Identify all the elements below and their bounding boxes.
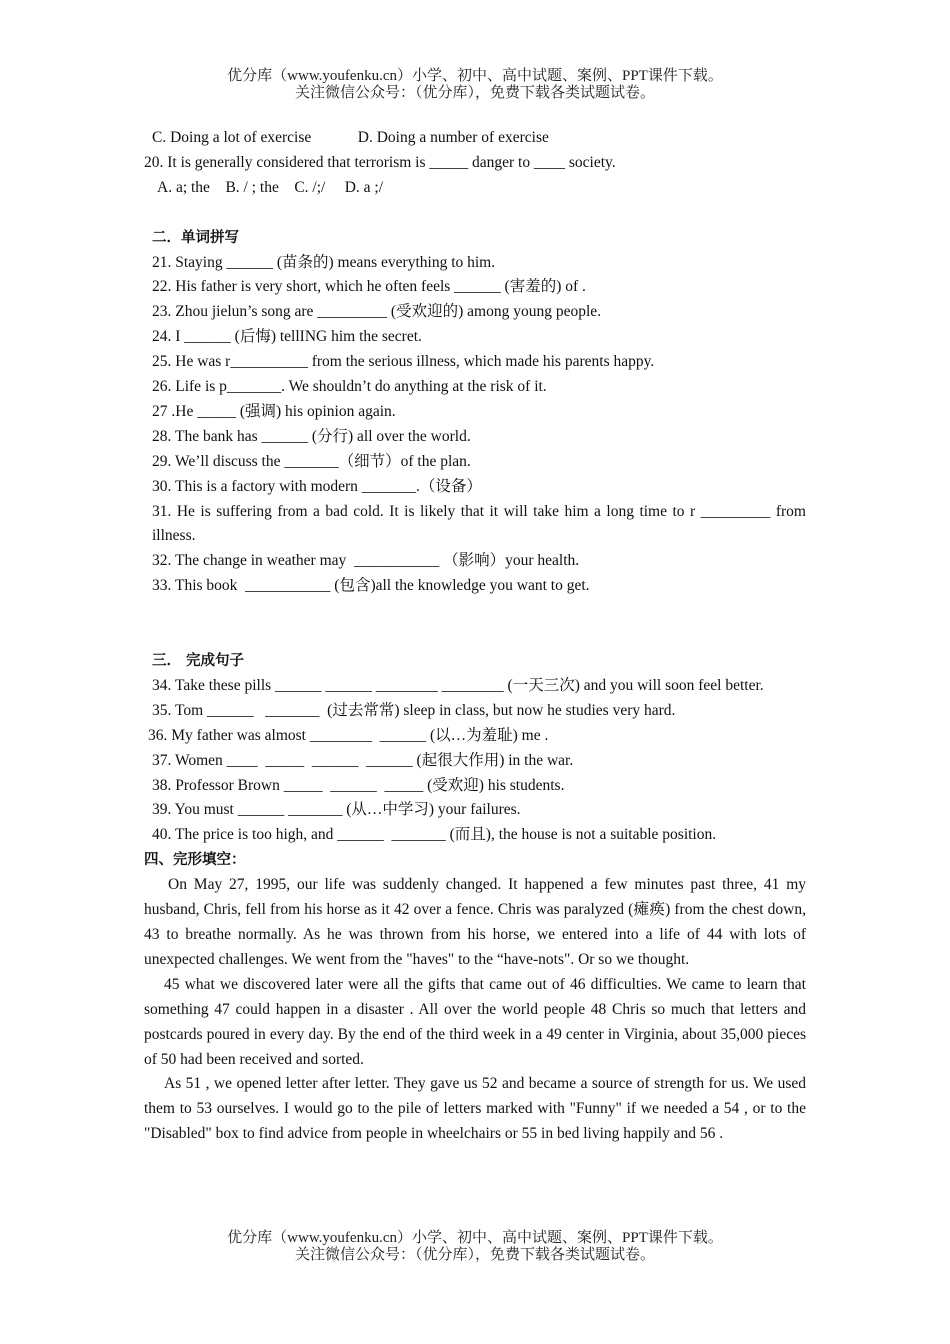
document-body (144, 126, 806, 1147)
header-line-1: 优分库（www.youfenku.cn）小学、初中、高中试题、案例、PPT课件下载。 (227, 68, 723, 84)
question-27: 27 .He _____ (强调) his opinion again. (152, 402, 396, 420)
question-30: 30. This is a factory with modern _______.（设备） (152, 477, 482, 495)
question-28: 28. The bank has ______ (分行) all over the world. (152, 427, 471, 445)
question-20-options: A. a; the B. / ; the C. /;/ D. a ;/ (157, 178, 384, 196)
question-37: 37. Women ____ _____ ______ ______ (起很大作用) in the war. (152, 751, 574, 769)
section-title-word-spelling: 二．单词拼写 (152, 229, 239, 246)
cloze-paragraph-1: On May 27, 1995, our life was suddenly changed. It happened a few minutes past three, 41 my husband, Chris, fell from his horse as it 42 over a fence. Chris was paralyzed (瘫痪) from the chest down, 43 to breathe normally. As he was thrown from his horse, we entered into a life of 44 with lots of unexpected challenges. We went from the "haves" to the “have-nots". Or so we thought. (144, 876, 806, 968)
question-35: 35. Tom ______ _______ (过去常常) sleep in class, but now he studies very hard. (152, 701, 676, 719)
question-36: 36. My father was almost ________ ______ (以…为羞耻) me . (148, 726, 549, 744)
footer-line-2: 关注微信公众号：（优分库），免费下载各类试题试卷。 (294, 1247, 655, 1263)
question-21: 21. Staying ______ (苗条的) means everything to him. (152, 253, 496, 271)
question-29: 29. We’ll discuss the _______（细节）of the plan. (152, 452, 471, 470)
question-20: 20. It is generally considered that terrorism is _____ danger to ____ society. (144, 153, 616, 171)
question-23: 23. Zhou jielun’s song are _________ (受欢迎的) among young people. (152, 303, 602, 321)
cloze-paragraph-2: 45 what we discovered later were all the gifts that came out of 46 difficulties. We came to learn that something 47 could happen in a disaster . All over the world people 48 Chris so much that letters and postcards poured in every day. By the end of the third week in a 49 center in Virginia, about 35,000 pieces of 50 had been received and sorted. (144, 975, 806, 1068)
question-40: 40. The price is too high, and ______ _______ (而且), the house is not a suitable position. (152, 826, 717, 844)
header-line-2: 关注微信公众号：（优分库），免费下载各类试题试卷。 (294, 85, 655, 101)
question-39: 39. You must ______ _______ (从…中学习) your failures. (152, 801, 521, 819)
question-24: 24. I ______ (后悔) tellING him the secret. (152, 328, 422, 346)
question-26: 26. Life is p_______. We shouldn’t do anything at the risk of it. (152, 378, 547, 396)
section-title-complete-sentences: 三． 完成句子 (152, 653, 245, 669)
footer-line-1: 优分库（www.youfenku.cn）小学、初中、高中试题、案例、PPT课件下载。 (227, 1230, 723, 1246)
question-19-options: C. Doing a lot of exercise D. Doing a number of exercise (152, 129, 549, 146)
question-34: 34. Take these pills ______ ______ ________ ________ (一天三次) and you will soon feel better. (152, 676, 764, 694)
section-title-cloze: 四、完形填空： (144, 852, 246, 869)
question-31: 31. He is suffering from a bad cold. It is likely that it will take him a long time to r _________ from illness. (152, 502, 806, 545)
cloze-paragraph-3: As 51 , we opened letter after letter. They gave us 52 and became a source of strength for us. We used them to 53 ourselves. I would go to the pile of letters marked with "Funny" if we needed a 54 , or to the "Disabled" box to find advice from people in wheelchairs or 55 in bed living happily and 56 . (144, 1075, 806, 1143)
question-38: 38. Professor Brown _____ ______ _____ (受欢迎) his students. (152, 776, 565, 794)
page-header (0, 68, 950, 102)
page-footer (0, 1230, 950, 1264)
question-33: 33. This book ___________ (包含)all the knowledge you want to get. (152, 577, 590, 595)
question-22: 22. His father is very short, which he often feels ______ (害羞的) of . (152, 278, 586, 296)
question-32: 32. The change in weather may ___________ （影响）your health. (152, 552, 580, 570)
question-25: 25. He was r__________ from the serious illness, which made his parents happy. (152, 353, 655, 371)
